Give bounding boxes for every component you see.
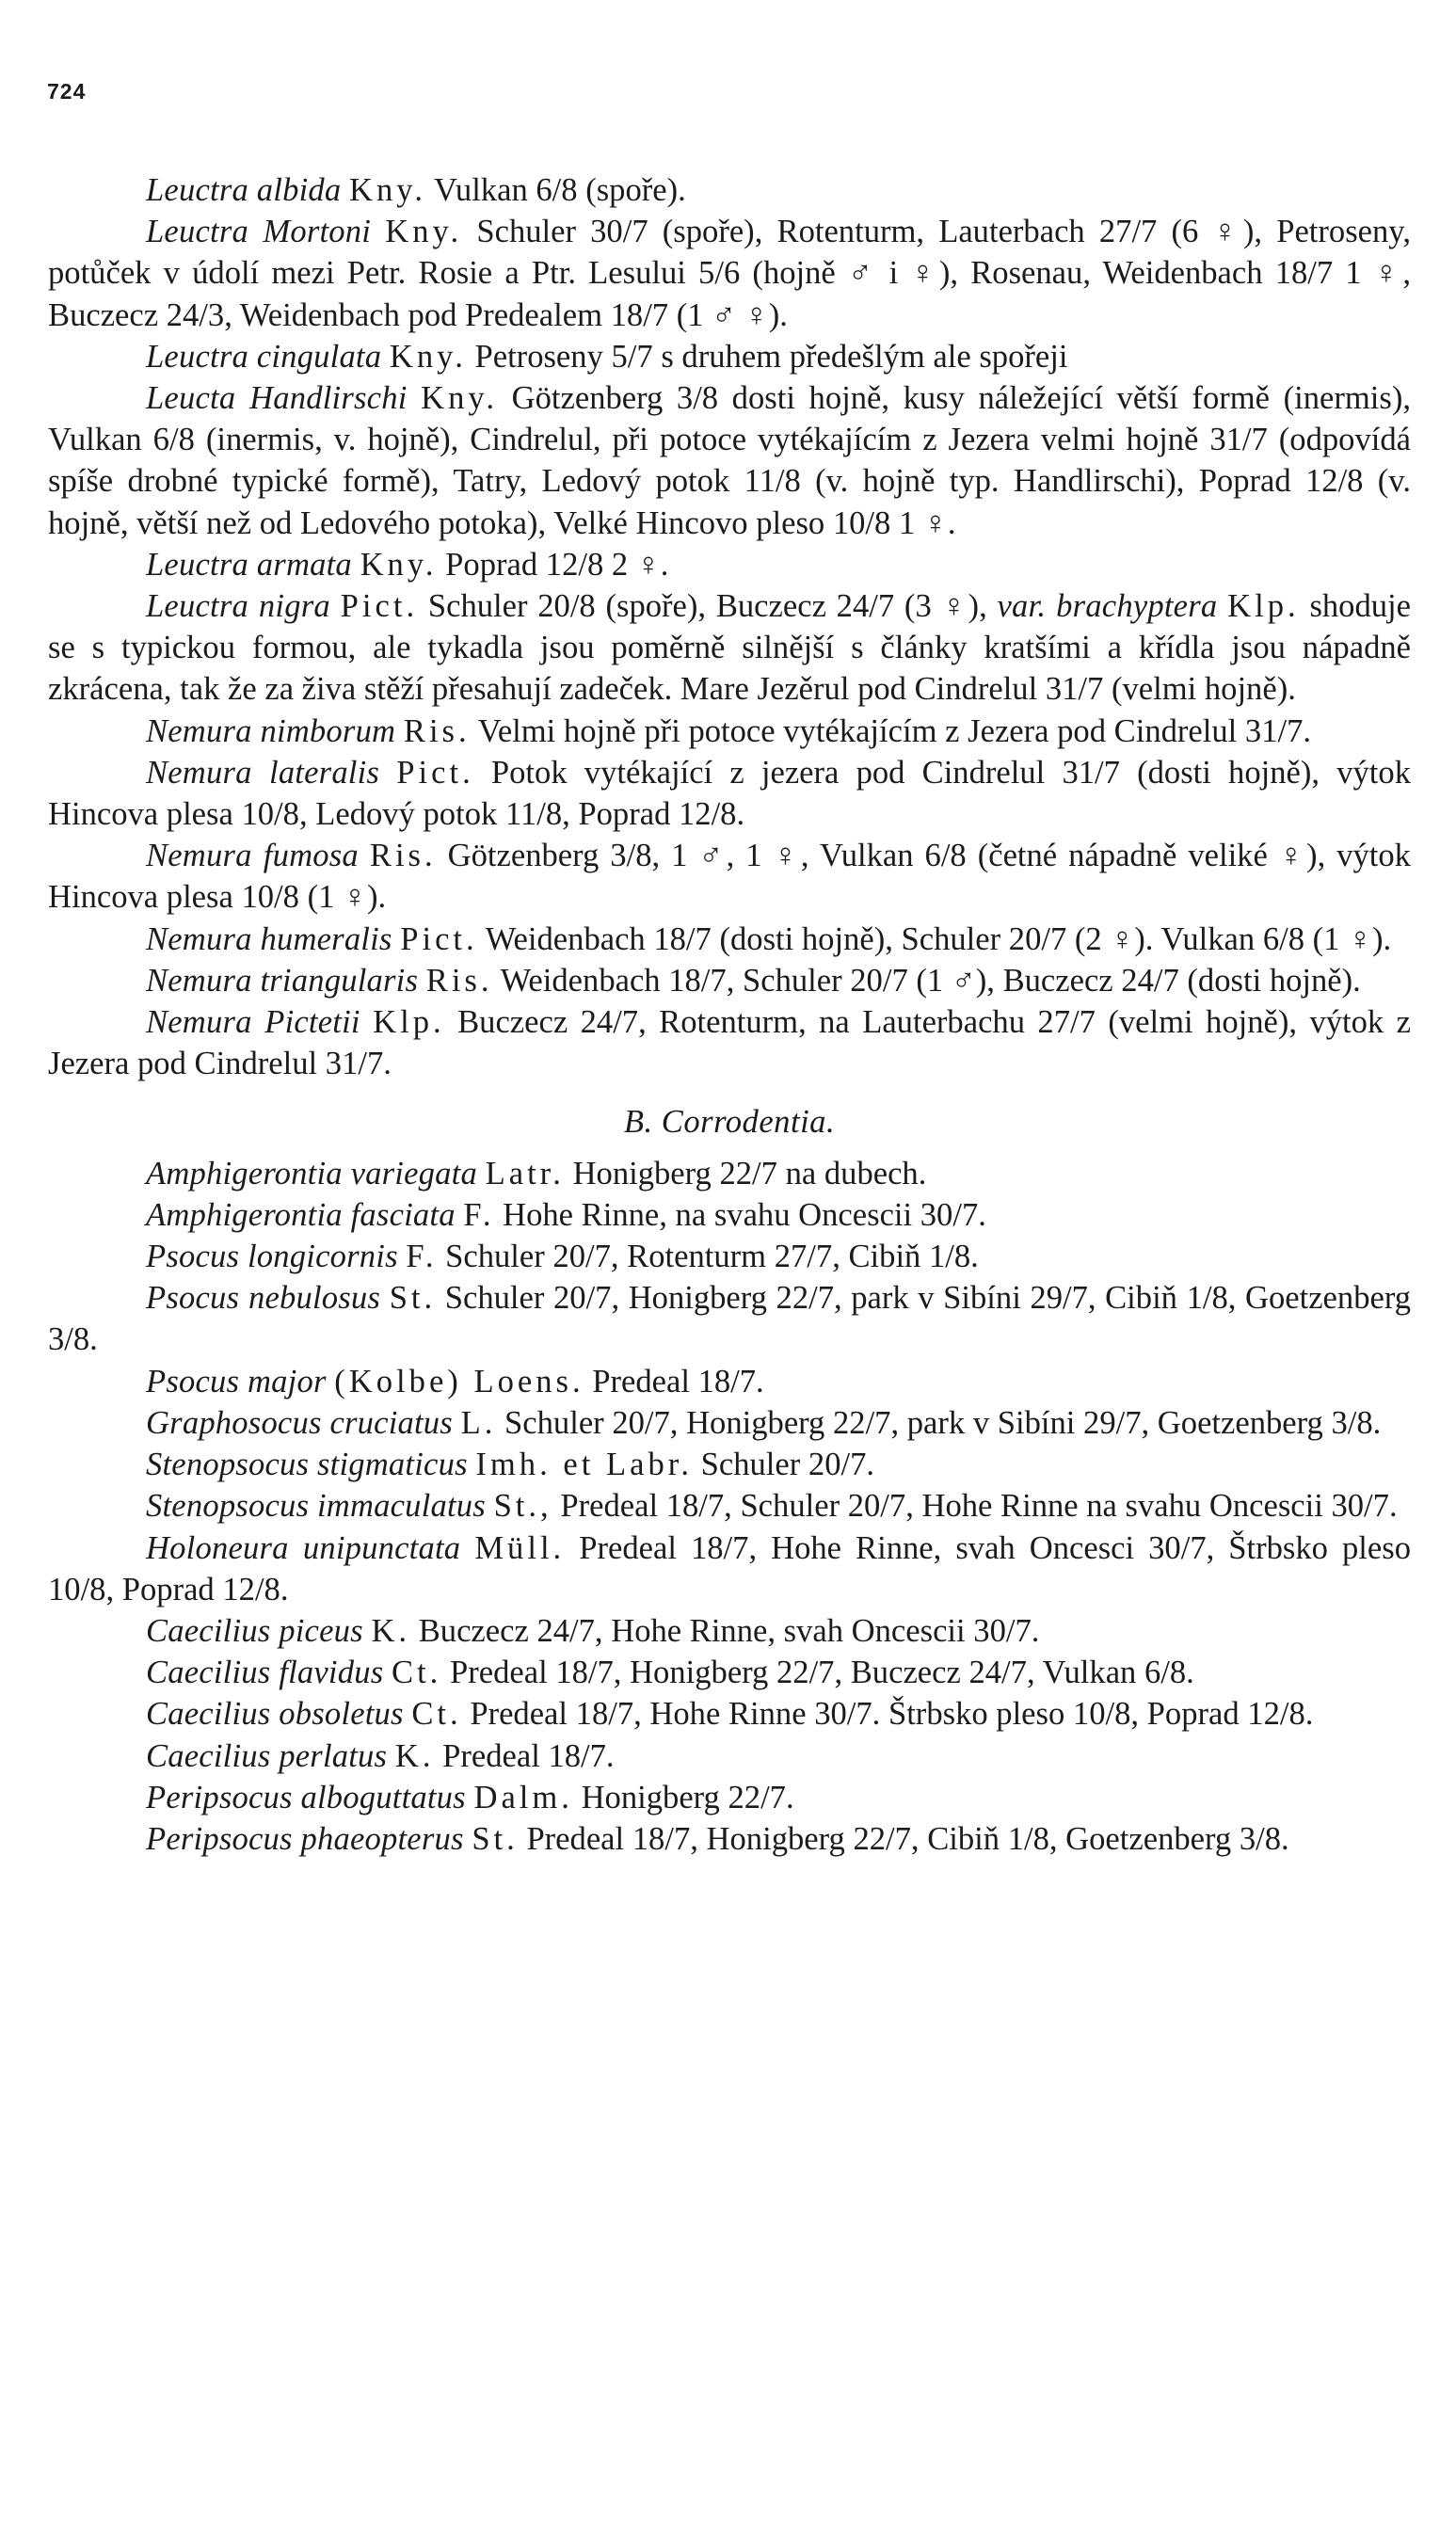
species-records: Honigberg 22/7 na dubech. bbox=[564, 1155, 927, 1192]
species-author: St., bbox=[493, 1488, 552, 1525]
variety-author: Klp. bbox=[1227, 588, 1300, 625]
species-author: L. bbox=[460, 1404, 497, 1441]
species-entry bbox=[48, 336, 1411, 377]
species-author: Pict. bbox=[400, 920, 478, 957]
plecoptera-entries bbox=[48, 169, 1411, 1084]
species-name: Nemura fumosa bbox=[146, 838, 359, 874]
species-author: St. bbox=[389, 1280, 437, 1317]
species-entry bbox=[48, 377, 1411, 544]
species-records: Poprad 12/8 2 ♀. bbox=[437, 546, 669, 583]
species-author: (Kolbe) Loens. bbox=[334, 1363, 584, 1399]
species-author: F. bbox=[463, 1196, 495, 1233]
species-name: Stenopsocus stigmaticus bbox=[146, 1447, 468, 1483]
species-name: Leucta Handlirschi bbox=[146, 380, 408, 417]
species-author: Kny. bbox=[349, 172, 426, 208]
corrodentia-entries bbox=[48, 1153, 1411, 1860]
species-records: Honigberg 22/7. bbox=[572, 1779, 794, 1815]
species-records: Schuler 20/7, Honigberg 22/7, park v Sibíni 29/7, Cibiň 1/8, Goetzenberg 3/8. bbox=[48, 1280, 1412, 1358]
species-name: Nemura triangularis bbox=[146, 962, 419, 999]
species-name: Psocus nebulosus bbox=[146, 1280, 381, 1317]
species-records: Predeal 18/7, Hohe Rinne 30/7. Štrbsko pleso 10/8, Poprad 12/8. bbox=[461, 1696, 1314, 1733]
species-author: Kny. bbox=[385, 214, 463, 250]
species-name: Nemura humeralis bbox=[146, 920, 392, 957]
species-entry bbox=[48, 1236, 1411, 1277]
species-records: Buczecz 24/7, Hohe Rinne, svah Oncescii 30/7. bbox=[410, 1612, 1040, 1649]
species-author: Ct. bbox=[411, 1696, 462, 1733]
species-records: Predeal 18/7, Hohe Rinne, svah Oncesci 30/7, Štrbsko pleso 10/8, Poprad 12/8. bbox=[48, 1529, 1411, 1607]
species-author: Pict. bbox=[340, 588, 419, 625]
species-name: Holoneura unipunctata bbox=[146, 1529, 461, 1566]
species-records: Schuler 20/7. bbox=[693, 1447, 875, 1483]
species-records: Schuler 20/7, Honigberg 22/7, park v Sibíni 29/7, Goetzenberg 3/8. bbox=[496, 1404, 1382, 1441]
species-author: Pict. bbox=[396, 754, 474, 791]
species-entry bbox=[48, 752, 1411, 835]
species-records: Predeal 18/7, Honigberg 22/7, Cibiň 1/8, Goetzenberg 3/8. bbox=[518, 1820, 1289, 1857]
species-records: Schuler 20/8 (spoře), Buczecz 24/7 (3 ♀), bbox=[418, 588, 998, 625]
species-entry bbox=[48, 1361, 1411, 1402]
species-records: Velmi hojně při potoce vytékajícím z Jezera pod Cindrelul 31/7. bbox=[470, 712, 1312, 749]
species-records: Götzenberg 3/8, 1 ♂, 1 ♀, Vulkan 6/8 (četné nápadně veliké ♀), výtok Hincova plesa 10/8 (1 ♀). bbox=[48, 838, 1411, 916]
species-entry bbox=[48, 960, 1411, 1001]
variety-name: var. brachyptera bbox=[997, 588, 1218, 625]
species-entry bbox=[48, 711, 1411, 752]
species-name: Peripsocus alboguttatus bbox=[146, 1779, 466, 1815]
species-name: Caecilius obsoletus bbox=[146, 1696, 404, 1733]
species-name: Nemura nimborum bbox=[146, 712, 396, 749]
species-name: Caecilius flavidus bbox=[146, 1655, 384, 1691]
species-entry bbox=[48, 1527, 1411, 1610]
species-records: Predeal 18/7, Honigberg 22/7, Buczecz 24/7, Vulkan 6/8. bbox=[441, 1655, 1194, 1691]
species-entry bbox=[48, 1001, 1411, 1084]
species-entry bbox=[48, 1402, 1411, 1444]
species-author: Latr. bbox=[485, 1155, 565, 1192]
species-list bbox=[48, 169, 1411, 1860]
species-name: Amphigerontia fasciata bbox=[146, 1196, 456, 1233]
species-name: Leuctra cingulata bbox=[146, 338, 382, 375]
species-entry bbox=[48, 211, 1411, 336]
species-entry bbox=[48, 1153, 1411, 1194]
species-name: Stenopsocus immaculatus bbox=[146, 1488, 486, 1525]
species-name: Nemura lateralis bbox=[146, 754, 380, 791]
page-number: 724 bbox=[47, 79, 87, 104]
species-records: Predeal 18/7. bbox=[434, 1737, 615, 1774]
species-records: Predeal 18/7. bbox=[584, 1363, 764, 1399]
species-author: Dalm. bbox=[473, 1779, 573, 1815]
species-records: Götzenberg 3/8 dosti hojně, kusy náležející větší formě (inermis), Vulkan 6/8 (inermis, v. hojně), Cindrelul, při potoce vytékajícím z Jezera velmi hojně 31/7 (odpovídá spíše drobné typické formě), Tatry, Ledový potok 11/8 (v. hojně typ. Handlirschi), Poprad 12/8 (v. hojně, větší než od Ledového potoka), Velké Hincovo pleso 10/8 1 ♀. bbox=[48, 380, 1411, 541]
species-records: Potok vytékající z jezera pod Cindrelul 31/7 (dosti hojně), výtok Hincova plesa 10/8, Ledový potok 11/8, Poprad 12/8. bbox=[48, 754, 1411, 833]
species-name: Leuctra Mortoni bbox=[146, 214, 372, 250]
species-author: F. bbox=[406, 1239, 438, 1275]
species-records: Predeal 18/7, Schuler 20/7, Hohe Rinne na svahu Oncescii 30/7. bbox=[552, 1488, 1398, 1525]
species-name: Amphigerontia variegata bbox=[146, 1155, 477, 1192]
variety-records: shoduje se s typickou formou, ale tykadla jsou poměrně silnější s články kratšími a křídla jsou nápadně zkrácena, tak že za živa stěží přesahují zadeček. Mare Jezěrul pod Cindrelul 31/7 (velmi hojně). bbox=[48, 588, 1412, 708]
species-name: Caecilius perlatus bbox=[146, 1737, 388, 1774]
species-entry bbox=[48, 585, 1411, 711]
species-entry bbox=[48, 169, 1411, 211]
species-entry bbox=[48, 1818, 1411, 1860]
species-name: Leuctra albida bbox=[146, 172, 342, 208]
species-records: Petroseny 5/7 s druhem předešlým ale spořeji bbox=[466, 338, 1068, 375]
species-records: Weidenbach 18/7, Schuler 20/7 (1 ♂), Buczecz 24/7 (dosti hojně). bbox=[492, 962, 1361, 999]
species-author: Kny. bbox=[421, 380, 499, 417]
species-author: Ris. bbox=[369, 838, 437, 874]
species-author: Kny. bbox=[360, 546, 438, 583]
species-author: Ris. bbox=[403, 712, 471, 749]
species-author: Kny. bbox=[389, 338, 467, 375]
species-records: Schuler 20/7, Rotenturm 27/7, Cibiň 1/8. bbox=[437, 1239, 979, 1275]
species-name: Nemura Pictetii bbox=[146, 1004, 360, 1041]
species-author: K. bbox=[394, 1737, 435, 1774]
species-author: Imh. et Labr. bbox=[475, 1447, 693, 1483]
species-records: Buczecz 24/7, Rotenturm, na Lauterbachu 27/7 (velmi hojně), výtok z Jezera pod Cindrelul 31/7. bbox=[48, 1004, 1411, 1082]
species-author: Müll. bbox=[474, 1529, 566, 1566]
species-records: Schuler 30/7 (spoře), Rotenturm, Lauterbach 27/7 (6 ♀), Petroseny, potůček v údolí mezi Petr. Rosie a Ptr. Lesului 5/6 (hojně ♂ i ♀), Rosenau, Weidenbach 18/7 1 ♀, Buczecz 24/3, Weidenbach pod Predealem 18/7 (1 ♂ ♀). bbox=[48, 214, 1411, 333]
species-author: Ct. bbox=[392, 1655, 442, 1691]
species-name: Psocus major bbox=[146, 1363, 327, 1399]
species-entry bbox=[48, 1652, 1411, 1693]
species-entry bbox=[48, 1693, 1411, 1735]
species-name: Leuctra armata bbox=[146, 546, 352, 583]
species-entry bbox=[48, 1444, 1411, 1485]
species-entry bbox=[48, 1277, 1411, 1360]
section-heading: B. Corrodentia. bbox=[623, 1104, 836, 1141]
species-entry bbox=[48, 1735, 1411, 1777]
species-entry bbox=[48, 1485, 1411, 1527]
species-author: Ris. bbox=[425, 962, 493, 999]
species-entry bbox=[48, 1777, 1411, 1818]
species-entry bbox=[48, 1610, 1411, 1652]
species-name: Graphosocus cruciatus bbox=[146, 1404, 453, 1441]
species-name: Peripsocus phaeopterus bbox=[146, 1820, 464, 1857]
species-author: K. bbox=[371, 1612, 411, 1649]
species-name: Psocus longicornis bbox=[146, 1239, 398, 1275]
species-entry bbox=[48, 1194, 1411, 1236]
species-entry bbox=[48, 544, 1411, 585]
species-author: St. bbox=[472, 1820, 519, 1857]
species-author: Klp. bbox=[373, 1004, 445, 1041]
species-entry bbox=[48, 835, 1411, 918]
species-records: Hohe Rinne, na svahu Oncescii 30/7. bbox=[494, 1196, 986, 1233]
species-name: Leuctra nigra bbox=[146, 588, 330, 625]
species-name: Caecilius piceus bbox=[146, 1612, 363, 1649]
species-entry bbox=[48, 919, 1411, 960]
species-records: Vulkan 6/8 (spoře). bbox=[426, 172, 686, 208]
species-records: Weidenbach 18/7 (dosti hojně), Schuler 20/7 (2 ♀). Vulkan 6/8 (1 ♀). bbox=[477, 920, 1392, 957]
